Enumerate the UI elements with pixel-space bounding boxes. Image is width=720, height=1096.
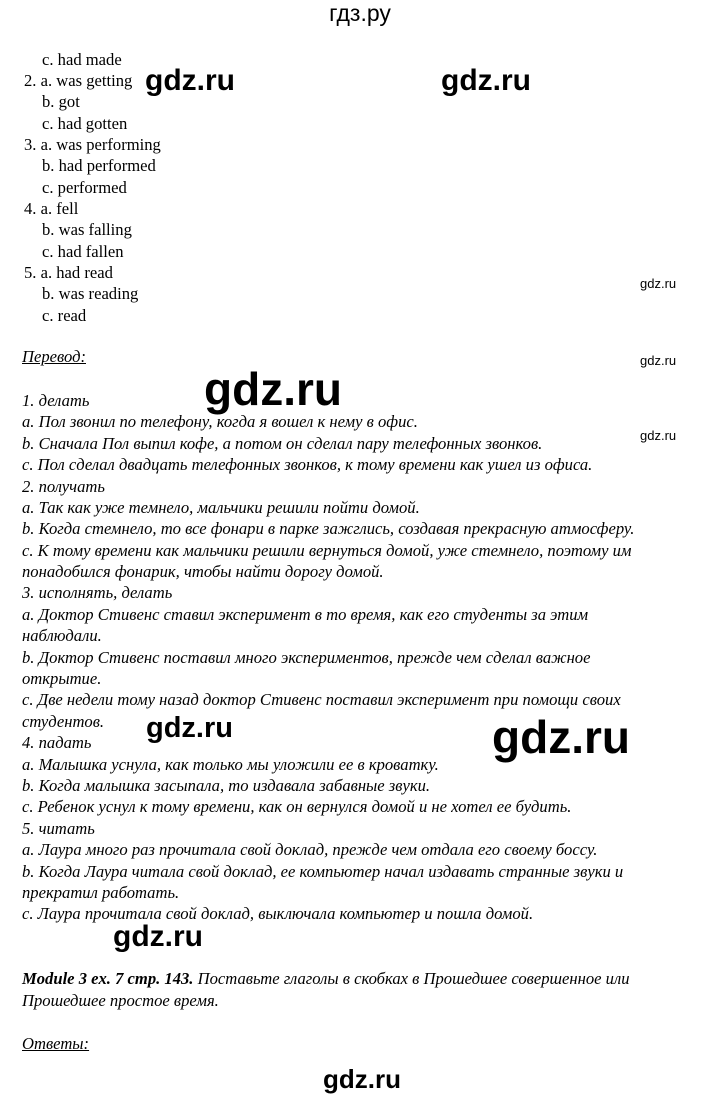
answer-line: c. had gotten (42, 114, 128, 133)
task-line-2: Прошедшее простое время. (22, 991, 219, 1010)
watermark: gdz.ru (640, 353, 677, 368)
translation-line: b. Когда Лаура читала свой доклад, ее компьютер начал издавать странные звуки и (22, 862, 624, 881)
translation-line: прекратил работать. (22, 883, 180, 902)
translation-line: b. Когда малышка засыпала, то издавала забавные звуки. (22, 776, 431, 795)
watermark: gdz.ru (492, 711, 630, 763)
answer-line: 5. a. had read (24, 263, 113, 282)
translation-line: b. Когда стемнело, то все фонари в парке зажглись, создавая прекрасную атмосферу. (22, 519, 635, 538)
watermark: gdz.ru (145, 64, 235, 97)
answer-line: 4. a. fell (24, 199, 79, 218)
translation-line: c. Ребенок уснул к тому времени, как он вернулся домой и не хотел ее будить. (22, 797, 572, 816)
answer-line: 3. a. was performing (24, 135, 161, 154)
answer-line: c. performed (42, 178, 127, 197)
translation-line: понадобился фонарик, чтобы найти дорогу домой. (22, 562, 384, 581)
task-line-1 (22, 968, 630, 989)
answer-line: b. got (42, 92, 80, 111)
translation-line: 4. падать (22, 733, 92, 752)
answer-line: b. was falling (42, 220, 132, 239)
answer-line: 2. a. was getting (24, 71, 133, 90)
translation-line: a. Пол звонил по телефону, когда я вошел к нему в офис. (22, 412, 418, 431)
answer-line: c. read (42, 306, 87, 325)
translation-line: открытие. (22, 669, 102, 688)
task-text: Поставьте глаголы в скобках в Прошедшее совершенное или (193, 969, 630, 988)
answer-line: c. had fallen (42, 242, 124, 261)
watermark: gdz.ru (204, 363, 342, 415)
translation-line: 3. исполнять, делать (22, 583, 173, 602)
task-ref: Module 3 ex. 7 стр. 143. (22, 969, 194, 988)
translation-line: c. Лаура прочитала свой доклад, выключала компьютер и пошла домой. (22, 904, 534, 923)
translation-line: 5. читать (22, 819, 95, 838)
translation-heading: Перевод: (22, 347, 86, 366)
translation-line: наблюдали. (22, 626, 102, 645)
watermark: gdz.ru (640, 428, 677, 443)
translation-line: a. Малышка уснула, как только мы уложили ее в кроватку. (22, 755, 439, 774)
translation-line: c. К тому времени как мальчики решили вернуться домой, уже стемнело, поэтому им (22, 541, 632, 560)
translation-line: 2. получать (22, 477, 105, 496)
watermark: gdz.ru (323, 1064, 401, 1094)
translation-line: b. Сначала Пол выпил кофе, а потом он сделал пару телефонных звонков. (22, 434, 543, 453)
translation-line: c. Пол сделал двадцать телефонных звонков, к тому времени как ушел из офиса. (22, 455, 593, 474)
translation-line: b. Доктор Стивенс поставил много экспериментов, прежде чем сделал важное (22, 648, 591, 667)
answers-heading: Ответы: (22, 1034, 90, 1053)
translation-line: c. Две недели тому назад доктор Стивенс поставил эксперимент при помощи своих (22, 690, 621, 709)
translation-line: a. Лаура много раз прочитала свой доклад, прежде чем отдала его своему боссу. (22, 840, 598, 859)
translation-line: 1. делать (22, 391, 90, 410)
watermark: gdz.ru (146, 712, 233, 744)
translation-line: a. Так как уже темнело, мальчики решили пойти домой. (22, 498, 420, 517)
watermark: gdz.ru (113, 920, 203, 953)
site-header: гдз.ру (329, 0, 391, 26)
translation-line: студентов. (22, 712, 105, 731)
translation-line: a. Доктор Стивенс ставил эксперимент в то время, как его студенты за этим (22, 605, 589, 624)
answer-line: b. was reading (42, 284, 139, 303)
answer-line: b. had performed (42, 156, 156, 175)
answer-line: c. had made (42, 50, 122, 69)
watermark: gdz.ru (441, 64, 531, 97)
watermark: gdz.ru (640, 276, 677, 291)
